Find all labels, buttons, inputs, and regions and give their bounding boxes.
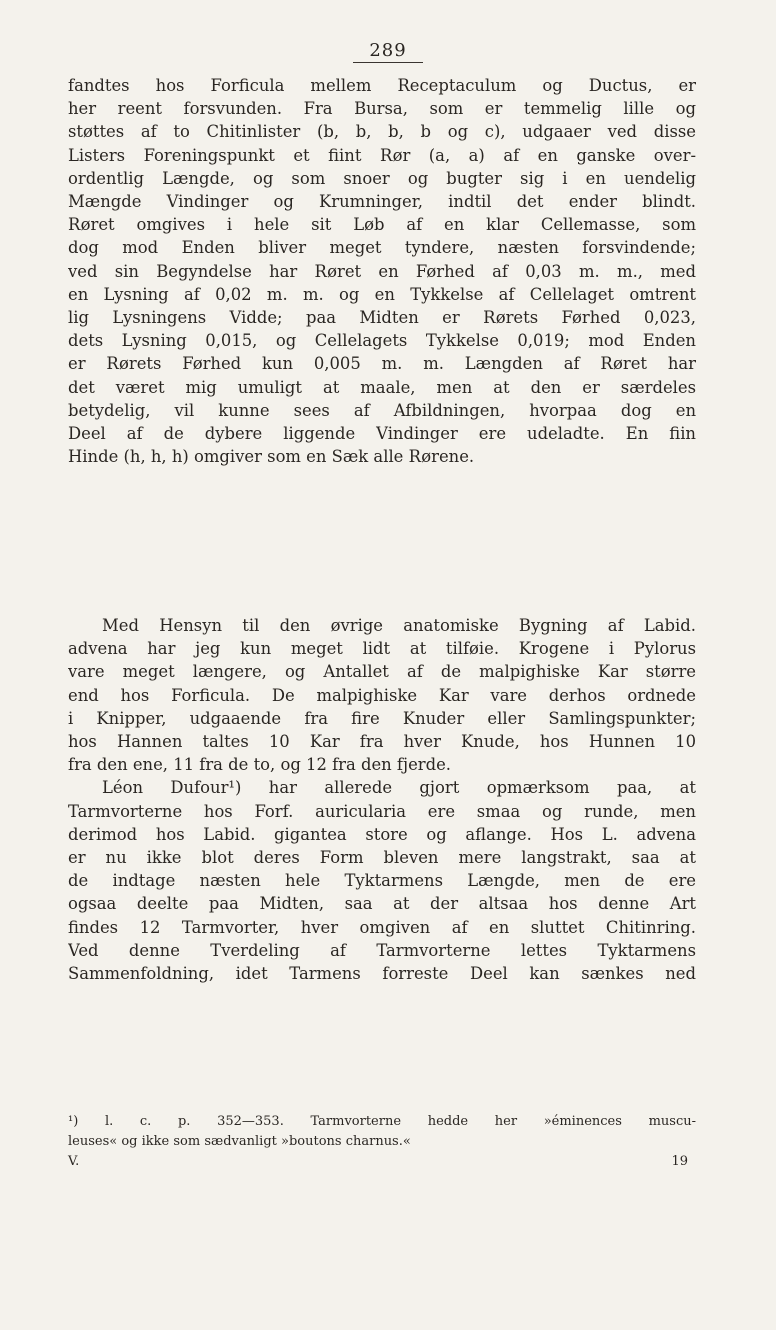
text-line: vare meget længere, og Antallet af de malpighiske Kar større bbox=[68, 662, 696, 682]
sheet-number: 19 bbox=[671, 1154, 688, 1169]
text-line: Listers Foreningspunkt et fiint Rør (a, a) af en ganske over- bbox=[68, 145, 696, 165]
text-line: Ved denne Tverdeling af Tarmvorterne lettes Tyktarmens bbox=[68, 940, 696, 960]
body-text-upper bbox=[68, 74, 696, 468]
text-line: ved sin Begyndelse har Røret en Førhed af 0,03 m. m., med bbox=[68, 261, 696, 281]
text-line: end hos Forficula. De malpighiske Kar vare derhos ordnede bbox=[68, 685, 696, 705]
footnote-line: ¹) l. c. p. 352—353. Tarmvorterne hedde her »éminences muscu- bbox=[68, 1114, 696, 1129]
text-line: Deel af de dybere liggende Vindinger ere udeladte. En fiin bbox=[68, 424, 696, 444]
text-line: det været mig umuligt at maale, men at den er særdeles bbox=[68, 377, 696, 397]
text-line: findes 12 Tarmvorter, hver omgiven af en sluttet Chitinring. bbox=[68, 917, 696, 937]
text-line: her reent forsvunden. Fra Bursa, som er temmelig lille og bbox=[68, 99, 696, 119]
text-line: derimod hos Labid. gigantea store og aflange. Hos L. advena bbox=[68, 824, 696, 844]
text-line: fandtes hos Forficula mellem Receptaculum og Ductus, er bbox=[68, 76, 696, 95]
text-line: Sammenfoldning, idet Tarmens forreste Deel kan sænkes ned bbox=[68, 964, 696, 984]
text-line: ogsaa deelte paa Midten, saa at der altsaa hos denne Art bbox=[68, 894, 696, 914]
paragraph-anatomy-tube bbox=[68, 74, 696, 468]
text-line: ordentlig Længde, og som snoer og bugter sig i en uendelig bbox=[68, 168, 696, 188]
text-line: Tarmvorterne hos Forf. auricularia ere smaa og runde, men bbox=[68, 801, 696, 821]
text-line: Hinde (h, h, h) omgiver som en Sæk alle Rørene. bbox=[68, 447, 475, 467]
text-line: Med Hensyn til den øvrige anatomiske Bygning af Labid. bbox=[102, 616, 696, 635]
text-line: fra den ene, 11 fra de to, og 12 fra den fjerde. bbox=[68, 755, 452, 775]
text-line: en Lysning af 0,02 m. m. og en Tykkelse af Cellelaget omtrent bbox=[68, 284, 696, 304]
text-line: dets Lysning 0,015, og Cellelagets Tykkelse 0,019; mod Enden bbox=[68, 331, 696, 351]
page-number-text: 289 bbox=[353, 40, 422, 63]
text-line: i Knipper, udgaaende fra fire Knuder eller Samlingspunkter; bbox=[68, 708, 696, 728]
text-line: de indtage næsten hele Tyktarmens Længde, men de ere bbox=[68, 871, 696, 891]
paragraph-malpighian-vessels bbox=[68, 614, 696, 776]
text-line: Mængde Vindinger og Krumninger, indtil det ender blindt. bbox=[68, 192, 696, 212]
paragraph-rectal-papillae bbox=[68, 776, 696, 985]
body-text-lower bbox=[68, 614, 696, 985]
text-line: hos Hannen taltes 10 Kar fra hver Knude, hos Hunnen 10 bbox=[68, 732, 696, 752]
page-number bbox=[0, 40, 776, 63]
footnote-line: leuses« og ikke som sædvanligt »boutons charnus.« bbox=[68, 1134, 411, 1149]
text-line: advena har jeg kun meget lidt at tilføie. Krogene i Pylorus bbox=[68, 639, 696, 659]
text-line: betydelig, vil kunne sees af Afbildningen, hvorpaa dog en bbox=[68, 400, 696, 420]
footnote bbox=[68, 1112, 696, 1152]
text-line: støttes af to Chitinlister (b, b, b, b og c), udgaaer ved disse bbox=[68, 122, 696, 142]
text-line: er nu ikke blot deres Form bleven mere langstrakt, saa at bbox=[68, 848, 696, 868]
text-line: er Rørets Førhed kun 0,005 m. m. Længden af Røret har bbox=[68, 354, 696, 374]
signature-mark: V. bbox=[68, 1154, 80, 1169]
text-line: lig Lysningens Vidde; paa Midten er Rørets Førhed 0,023, bbox=[68, 308, 696, 328]
text-line: Røret omgives i hele sit Løb af en klar Cellemasse, som bbox=[68, 215, 696, 235]
text-line: dog mod Enden bliver meget tyndere, næsten forsvindende; bbox=[68, 238, 696, 258]
text-line: Léon Dufour¹) har allerede gjort opmærksom paa, at bbox=[102, 778, 696, 798]
